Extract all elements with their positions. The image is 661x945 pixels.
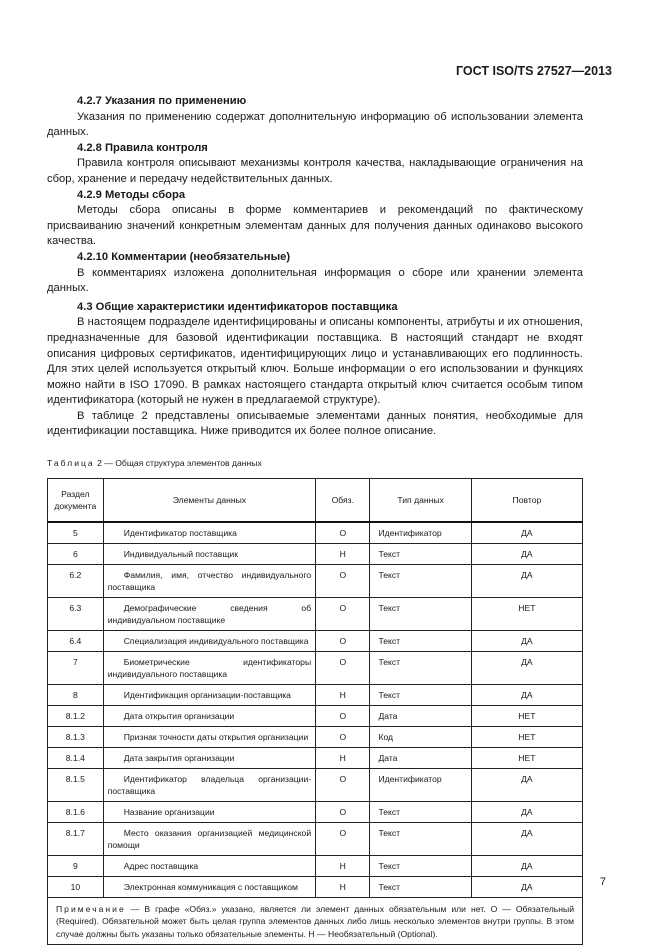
note-text: — В графе «Обяз.» указано, является ли элемент данных обязательным или нет. О — Обязательный (Required). Обязательной может быть целая группа элементов данных либо лишь несколько элементов внутри группы. В этом случае должны быть указаны только обязательные элементы. Н — Необязательный (Optional). xyxy=(56,903,574,939)
table-row xyxy=(48,747,583,768)
cell-repeat: ДА xyxy=(471,855,582,876)
table-header-row xyxy=(48,478,583,522)
document-id-header: ГОСТ ISO/TS 27527—2013 xyxy=(456,64,612,78)
section-heading: 4.2.7 Указания по применению xyxy=(77,95,247,107)
section-heading: 4.2.9 Методы сбора xyxy=(77,188,186,201)
cell-repeat: НЕТ xyxy=(471,705,582,726)
cell-required: Н xyxy=(316,684,370,705)
header-section: Раздел документа xyxy=(48,478,104,522)
cell-section: 8.1.7 xyxy=(48,822,104,855)
cell-element xyxy=(103,597,315,630)
cell-section: 6 xyxy=(48,543,104,564)
cell-data-type: Идентификатор xyxy=(370,522,471,544)
cell-repeat: ДА xyxy=(471,801,582,822)
cell-element xyxy=(103,768,315,801)
table-row xyxy=(48,705,583,726)
section-4-2-10 xyxy=(47,250,583,297)
cell-data-type: Текст xyxy=(370,801,471,822)
table-row xyxy=(48,822,583,855)
element-name: Демографические сведения об индивидуальном поставщике xyxy=(107,602,312,625)
table-note xyxy=(48,897,583,945)
cell-repeat: ДА xyxy=(471,564,582,597)
element-name: Электронная коммуникация с поставщиком xyxy=(123,881,298,892)
cell-element xyxy=(103,705,315,726)
element-name: Идентификатор владельца организации-поставщика xyxy=(107,773,312,796)
cell-element xyxy=(103,747,315,768)
cell-element xyxy=(103,726,315,747)
table-row xyxy=(48,855,583,876)
cell-repeat: ДА xyxy=(471,684,582,705)
table-row xyxy=(48,768,583,801)
cell-element xyxy=(103,564,315,597)
element-name: Идентификация организации-поставщика xyxy=(123,689,291,700)
cell-element xyxy=(103,651,315,684)
cell-section: 9 xyxy=(48,855,104,876)
cell-required: Н xyxy=(316,543,370,564)
cell-data-type: Текст xyxy=(370,876,471,897)
cell-element xyxy=(103,855,315,876)
cell-section: 8.1.4 xyxy=(48,747,104,768)
table-caption-label: Таблица xyxy=(47,458,95,469)
cell-element xyxy=(103,684,315,705)
cell-section: 8.1.3 xyxy=(48,726,104,747)
page-number: 7 xyxy=(599,876,606,888)
cell-data-type: Текст xyxy=(370,651,471,684)
cell-required: О xyxy=(316,726,370,747)
cell-data-type: Текст xyxy=(370,822,471,855)
cell-repeat: ДА xyxy=(471,543,582,564)
cell-element xyxy=(103,876,315,897)
element-name: Адрес поставщика xyxy=(123,860,199,871)
cell-required: О xyxy=(316,522,370,544)
cell-required: О xyxy=(316,597,370,630)
page-content xyxy=(47,94,583,945)
cell-data-type: Дата xyxy=(370,747,471,768)
cell-repeat: НЕТ xyxy=(471,597,582,630)
cell-required: Н xyxy=(316,855,370,876)
cell-data-type: Текст xyxy=(370,597,471,630)
cell-required: Н xyxy=(316,747,370,768)
cell-data-type: Код xyxy=(370,726,471,747)
cell-element xyxy=(103,630,315,651)
cell-repeat: ДА xyxy=(471,522,582,544)
element-name: Специализация индивидуального поставщика xyxy=(123,635,309,646)
cell-required: О xyxy=(316,822,370,855)
cell-section: 10 xyxy=(48,876,104,897)
table-row xyxy=(48,597,583,630)
element-name: Фамилия, имя, отчество индивидуального поставщика xyxy=(107,569,312,592)
section-4-2-7 xyxy=(47,94,583,141)
cell-section: 8.1.2 xyxy=(48,705,104,726)
section-4-3 xyxy=(47,300,583,440)
cell-required: О xyxy=(316,801,370,822)
cell-required: О xyxy=(316,705,370,726)
cell-required: О xyxy=(316,651,370,684)
cell-required: О xyxy=(316,768,370,801)
header-repeat: Повтор xyxy=(471,478,582,522)
table-caption-title: 2 — Общая структура элементов данных xyxy=(94,458,262,469)
cell-repeat: ДА xyxy=(471,651,582,684)
cell-required: О xyxy=(316,564,370,597)
table-row xyxy=(48,876,583,897)
element-name: Идентификатор поставщика xyxy=(123,527,237,538)
table-caption xyxy=(47,456,583,472)
cell-section: 6.3 xyxy=(48,597,104,630)
data-elements-table xyxy=(47,478,583,945)
element-name: Дата закрытия организации xyxy=(123,752,235,763)
table-row xyxy=(48,726,583,747)
cell-repeat: НЕТ xyxy=(471,726,582,747)
header-data-type: Тип данных xyxy=(370,478,471,522)
cell-section: 8 xyxy=(48,684,104,705)
element-name: Индивидуальный поставщик xyxy=(123,548,238,559)
element-name: Место оказания организацией медицинской помощи xyxy=(107,827,312,850)
cell-repeat: ДА xyxy=(471,630,582,651)
element-name: Признак точности даты открытия организации xyxy=(123,731,309,742)
cell-repeat: НЕТ xyxy=(471,747,582,768)
cell-required: О xyxy=(316,630,370,651)
cell-data-type: Текст xyxy=(370,684,471,705)
cell-section: 8.1.5 xyxy=(48,768,104,801)
cell-data-type: Текст xyxy=(370,564,471,597)
table-note-row xyxy=(48,897,583,945)
cell-element xyxy=(103,543,315,564)
header-elements: Элементы данных xyxy=(103,478,315,522)
cell-data-type: Идентификатор xyxy=(370,768,471,801)
cell-required: Н xyxy=(316,876,370,897)
element-name: Дата открытия организации xyxy=(123,710,235,721)
section-text: В комментариях изложена дополнительная информация о сборе или хранении элемента данных. xyxy=(47,266,583,295)
table-row xyxy=(48,651,583,684)
cell-section: 6.4 xyxy=(48,630,104,651)
table-row xyxy=(48,564,583,597)
section-text: Правила контроля описывают механизмы контроля качества, накладывающие ограничения на сбор, хранение и передачу недействительных данных. xyxy=(47,157,583,185)
cell-repeat: ДА xyxy=(471,876,582,897)
cell-data-type: Текст xyxy=(370,855,471,876)
table-row xyxy=(48,684,583,705)
table-row xyxy=(48,630,583,651)
section-text: Методы сбора описаны в форме комментариев и рекомендаций по фактическому присваиванию значений конкретным элементам данных для получения данных одинаково высокого качества. xyxy=(47,204,583,248)
cell-section: 6.2 xyxy=(48,564,104,597)
cell-section: 7 xyxy=(48,651,104,684)
section-4-2-8 xyxy=(47,141,583,188)
section-text: Указания по применению содержат дополнительную информацию об использовании элемента данных. xyxy=(47,110,583,139)
section-heading: 4.3 Общие характеристики идентификаторов поставщика xyxy=(77,300,398,313)
cell-data-type: Текст xyxy=(370,543,471,564)
section-paragraph: В настоящем подразделе идентифицированы и описаны компоненты, атрибуты и их отношения, предназначенные для базовой идентификации поставщика. В настоящий стандарт не входят описания цифровых сертификатов, идентифицирующих лицо и устанавливающих его подлинность. Для этих целей используется открытый ключ. Больше информации о его использовании и функциях можно найти в ISO 17090. В рамках настоящего стандарта открытый ключ считается особым типом идентификатора (который не нужен в предлагаемой структуре). xyxy=(47,316,583,407)
cell-repeat: ДА xyxy=(471,822,582,855)
element-name: Биометрические идентификаторы индивидуального поставщика xyxy=(107,656,312,679)
section-paragraph: В таблице 2 представлены описываемые элементами данных понятия, необходимые для идентификации поставщика. Ниже приводится их более полное описание. xyxy=(47,409,583,438)
table-row xyxy=(48,543,583,564)
section-heading: 4.2.10 Комментарии (необязательные) xyxy=(77,250,291,263)
cell-data-type: Текст xyxy=(370,630,471,651)
table-row xyxy=(48,522,583,544)
section-4-2-9 xyxy=(47,188,583,250)
note-label: Примечание xyxy=(56,903,126,914)
cell-data-type: Дата xyxy=(370,705,471,726)
section-heading: 4.2.8 Правила контроля xyxy=(77,141,208,154)
cell-repeat: ДА xyxy=(471,768,582,801)
table-row xyxy=(48,801,583,822)
header-required: Обяз. xyxy=(316,478,370,522)
cell-element xyxy=(103,822,315,855)
cell-section: 8.1.6 xyxy=(48,801,104,822)
cell-element xyxy=(103,801,315,822)
cell-section: 5 xyxy=(48,522,104,544)
element-name: Название организации xyxy=(123,806,215,817)
cell-element xyxy=(103,522,315,544)
